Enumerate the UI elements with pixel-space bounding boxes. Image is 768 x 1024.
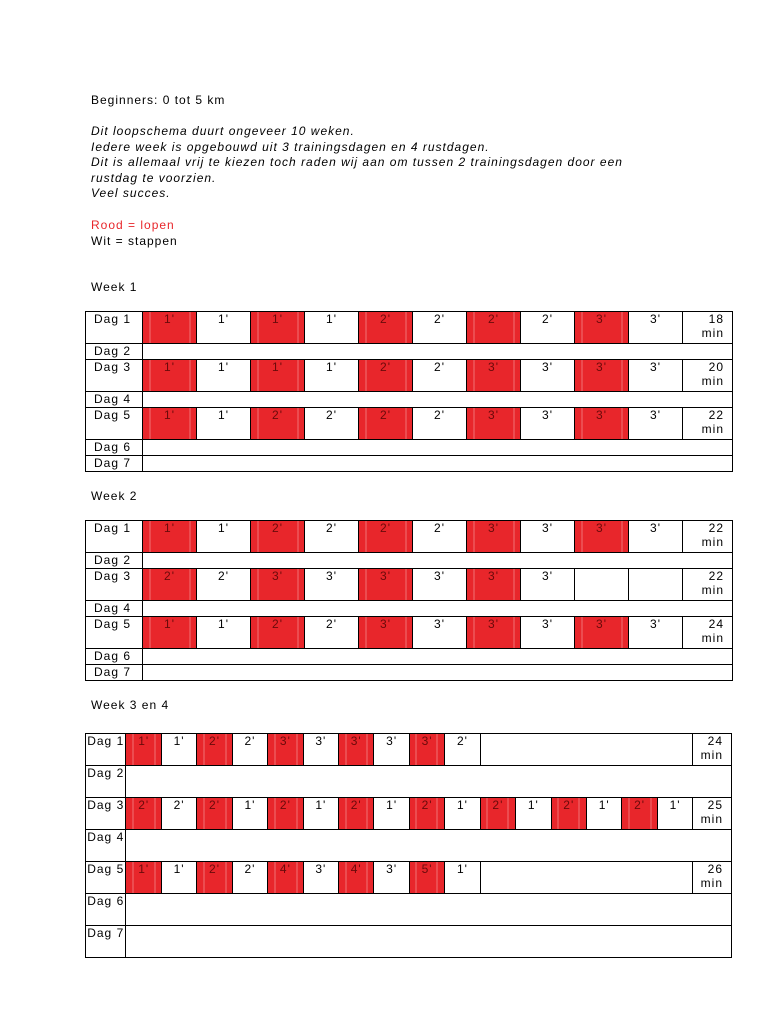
run-interval-cell: 2' xyxy=(251,408,305,440)
run-interval-cell: 2' xyxy=(467,312,521,344)
day-label: Dag 2 xyxy=(86,553,143,569)
walk-interval-cell: 3' xyxy=(305,569,359,601)
run-interval-cell: 2' xyxy=(251,521,305,553)
day-label: Dag 3 xyxy=(86,569,143,601)
run-interval-cell: 3' xyxy=(467,360,521,392)
run-interval-cell: 2' xyxy=(143,569,197,601)
walk-interval-cell: 1' xyxy=(445,798,480,830)
day-label: Dag 6 xyxy=(86,440,143,456)
rest-day-cell xyxy=(143,553,733,569)
walk-interval-cell: 1' xyxy=(197,521,251,553)
run-interval-cell: 3' xyxy=(575,521,629,553)
walk-interval-cell: 2' xyxy=(413,312,467,344)
run-interval-cell: 3' xyxy=(251,569,305,601)
walk-interval-cell: 2' xyxy=(305,617,359,649)
walk-interval-cell: 1' xyxy=(516,798,551,830)
week-3-4-schedule-table xyxy=(85,733,732,958)
run-interval-cell: 3' xyxy=(575,408,629,440)
schedule-row xyxy=(86,665,733,681)
run-interval-cell: 3' xyxy=(467,408,521,440)
walk-interval-cell: 1' xyxy=(161,734,196,766)
schedule-row xyxy=(86,360,733,392)
walk-interval-cell: 3' xyxy=(521,360,575,392)
empty-cell xyxy=(480,862,693,894)
run-interval-cell: 1' xyxy=(143,617,197,649)
day-label: Dag 4 xyxy=(86,830,126,862)
schedule-row xyxy=(86,312,733,344)
walk-interval-cell: 2' xyxy=(521,312,575,344)
schedule-row xyxy=(86,521,733,553)
intro-line: Dit loopschema duurt ongeveer 10 weken. xyxy=(91,124,355,138)
day-total-duration: 18 min xyxy=(683,312,733,344)
walk-interval-cell: 1' xyxy=(657,798,692,830)
walk-interval-cell: 2' xyxy=(305,408,359,440)
walk-interval-cell: 3' xyxy=(521,521,575,553)
walk-interval-cell: 3' xyxy=(374,734,409,766)
rest-day-cell xyxy=(126,766,732,798)
week-3-4-title: Week 3 en 4 xyxy=(91,698,170,712)
run-interval-cell: 3' xyxy=(359,569,413,601)
walk-interval-cell: 3' xyxy=(629,617,683,649)
run-interval-cell: 2' xyxy=(197,734,232,766)
day-label: Dag 3 xyxy=(86,798,126,830)
day-label: Dag 7 xyxy=(86,926,126,958)
schedule-row xyxy=(86,649,733,665)
run-interval-cell: 2' xyxy=(551,798,586,830)
run-interval-cell: 3' xyxy=(467,569,521,601)
week-1-schedule-table xyxy=(85,311,733,472)
day-total-duration: 26 min xyxy=(693,862,732,894)
day-label: Dag 4 xyxy=(86,601,143,617)
walk-interval-cell: 3' xyxy=(303,734,338,766)
intro-line: Dit is allemaal vrij te kiezen toch raden wij aan om tussen 2 trainingsdagen door een xyxy=(91,155,623,169)
schedule-row xyxy=(86,734,732,766)
run-interval-cell: 1' xyxy=(251,312,305,344)
day-label: Dag 7 xyxy=(86,665,143,681)
walk-interval-cell: 3' xyxy=(413,617,467,649)
walk-interval-cell: 2' xyxy=(445,734,480,766)
day-label: Dag 4 xyxy=(86,392,143,408)
rest-day-cell xyxy=(143,344,733,360)
run-interval-cell: 1' xyxy=(143,360,197,392)
run-interval-cell: 3' xyxy=(359,617,413,649)
walk-interval-cell: 3' xyxy=(413,569,467,601)
schedule-row xyxy=(86,830,732,862)
run-interval-cell: 5' xyxy=(409,862,444,894)
walk-interval-cell: 2' xyxy=(197,569,251,601)
page-heading: Beginners: 0 tot 5 km xyxy=(91,93,226,107)
day-label: Dag 2 xyxy=(86,766,126,798)
run-interval-cell: 1' xyxy=(126,734,161,766)
run-interval-cell: 1' xyxy=(143,521,197,553)
run-interval-cell: 2' xyxy=(251,617,305,649)
run-interval-cell: 4' xyxy=(339,862,374,894)
walk-interval-cell: 1' xyxy=(445,862,480,894)
walk-interval-cell: 1' xyxy=(197,408,251,440)
run-interval-cell: 2' xyxy=(359,521,413,553)
schedule-row xyxy=(86,456,733,472)
walk-interval-cell xyxy=(575,569,629,601)
walk-interval-cell: 3' xyxy=(629,408,683,440)
empty-cell xyxy=(480,734,693,766)
day-label: Dag 2 xyxy=(86,344,143,360)
walk-interval-cell: 1' xyxy=(161,862,196,894)
run-interval-cell: 1' xyxy=(126,862,161,894)
walk-interval-cell: 3' xyxy=(303,862,338,894)
run-interval-cell: 3' xyxy=(268,734,303,766)
walk-interval-cell: 1' xyxy=(232,798,267,830)
schedule-row xyxy=(86,926,732,958)
rest-day-cell xyxy=(143,665,733,681)
day-label: Dag 5 xyxy=(86,862,126,894)
run-interval-cell: 2' xyxy=(126,798,161,830)
run-interval-cell: 2' xyxy=(359,312,413,344)
day-label: Dag 5 xyxy=(86,408,143,440)
day-total-duration: 22 min xyxy=(683,408,733,440)
week-2-title: Week 2 xyxy=(91,489,138,503)
rest-day-cell xyxy=(143,456,733,472)
day-total-duration: 25 min xyxy=(693,798,732,830)
day-label: Dag 6 xyxy=(86,894,126,926)
walk-interval-cell: 3' xyxy=(521,569,575,601)
week-1-title: Week 1 xyxy=(91,280,138,294)
run-interval-cell: 3' xyxy=(409,734,444,766)
day-total-duration: 24 min xyxy=(683,617,733,649)
run-interval-cell: 3' xyxy=(467,521,521,553)
schedule-row xyxy=(86,569,733,601)
day-label: Dag 1 xyxy=(86,734,126,766)
schedule-row xyxy=(86,440,733,456)
walk-interval-cell: 1' xyxy=(303,798,338,830)
day-label: Dag 1 xyxy=(86,312,143,344)
intro-line: rustdag te voorzien. xyxy=(91,170,217,185)
walk-interval-cell: 2' xyxy=(232,734,267,766)
walk-interval-cell: 3' xyxy=(521,408,575,440)
walk-interval-cell: 2' xyxy=(161,798,196,830)
walk-interval-cell xyxy=(629,569,683,601)
run-interval-cell: 2' xyxy=(268,798,303,830)
schedule-row xyxy=(86,798,732,830)
run-interval-cell: 1' xyxy=(143,312,197,344)
day-label: Dag 3 xyxy=(86,360,143,392)
walk-interval-cell: 2' xyxy=(413,521,467,553)
day-label: Dag 6 xyxy=(86,649,143,665)
day-label: Dag 1 xyxy=(86,521,143,553)
walk-interval-cell: 3' xyxy=(629,521,683,553)
run-interval-cell: 4' xyxy=(268,862,303,894)
run-interval-cell: 3' xyxy=(467,617,521,649)
schedule-row xyxy=(86,894,732,926)
day-label: Dag 7 xyxy=(86,456,143,472)
walk-interval-cell: 3' xyxy=(374,862,409,894)
schedule-row xyxy=(86,408,733,440)
rest-day-cell xyxy=(143,649,733,665)
run-interval-cell: 2' xyxy=(409,798,444,830)
walk-interval-cell: 3' xyxy=(629,360,683,392)
rest-day-cell xyxy=(126,894,732,926)
run-interval-cell: 3' xyxy=(575,312,629,344)
schedule-row xyxy=(86,553,733,569)
run-interval-cell: 2' xyxy=(359,360,413,392)
schedule-row xyxy=(86,862,732,894)
walk-interval-cell: 1' xyxy=(197,617,251,649)
schedule-row xyxy=(86,344,733,360)
rest-day-cell xyxy=(126,830,732,862)
run-interval-cell: 1' xyxy=(251,360,305,392)
day-label: Dag 5 xyxy=(86,617,143,649)
run-interval-cell: 2' xyxy=(197,862,232,894)
intro-text xyxy=(91,124,623,202)
walk-interval-cell: 2' xyxy=(413,360,467,392)
schedule-row xyxy=(86,601,733,617)
walk-interval-cell: 1' xyxy=(305,360,359,392)
day-total-duration: 22 min xyxy=(683,569,733,601)
rest-day-cell xyxy=(143,601,733,617)
run-interval-cell: 3' xyxy=(339,734,374,766)
walk-interval-cell: 2' xyxy=(413,408,467,440)
walk-interval-cell: 1' xyxy=(197,360,251,392)
run-interval-cell: 2' xyxy=(480,798,515,830)
run-interval-cell: 2' xyxy=(359,408,413,440)
walk-interval-cell: 3' xyxy=(521,617,575,649)
legend-run: Rood = lopen xyxy=(91,218,175,232)
walk-interval-cell: 1' xyxy=(374,798,409,830)
legend-walk: Wit = stappen xyxy=(91,234,178,248)
walk-interval-cell: 2' xyxy=(305,521,359,553)
walk-interval-cell: 1' xyxy=(197,312,251,344)
day-total-duration: 24 min xyxy=(693,734,732,766)
run-interval-cell: 1' xyxy=(143,408,197,440)
rest-day-cell xyxy=(126,926,732,958)
intro-line: Veel succes. xyxy=(91,186,171,200)
walk-interval-cell: 2' xyxy=(232,862,267,894)
run-interval-cell: 2' xyxy=(622,798,657,830)
walk-interval-cell: 1' xyxy=(305,312,359,344)
walk-interval-cell: 1' xyxy=(586,798,621,830)
week-2-schedule-table xyxy=(85,520,733,681)
run-interval-cell: 2' xyxy=(197,798,232,830)
walk-interval-cell: 3' xyxy=(629,312,683,344)
run-interval-cell: 3' xyxy=(575,617,629,649)
intro-line: Iedere week is opgebouwd uit 3 trainingsdagen en 4 rustdagen. xyxy=(91,139,490,154)
day-total-duration: 20 min xyxy=(683,360,733,392)
schedule-row xyxy=(86,766,732,798)
day-total-duration: 22 min xyxy=(683,521,733,553)
schedule-row xyxy=(86,392,733,408)
rest-day-cell xyxy=(143,392,733,408)
schedule-row xyxy=(86,617,733,649)
run-interval-cell: 2' xyxy=(339,798,374,830)
rest-day-cell xyxy=(143,440,733,456)
run-interval-cell: 3' xyxy=(575,360,629,392)
